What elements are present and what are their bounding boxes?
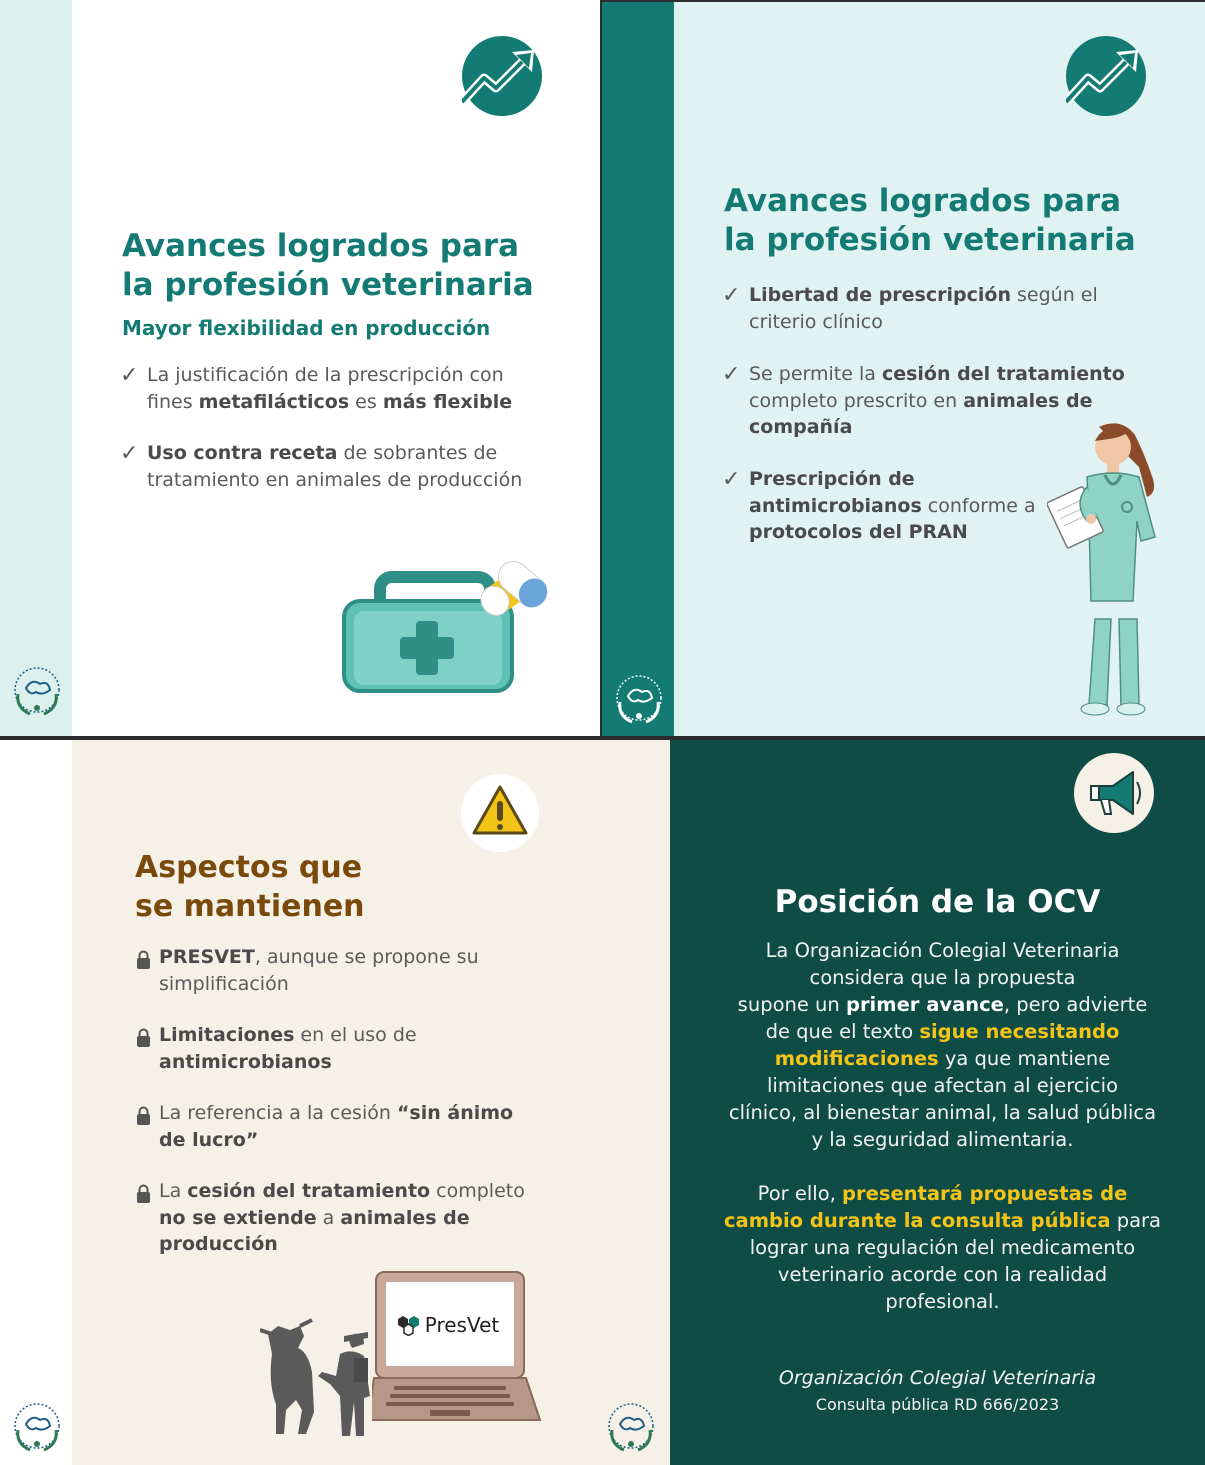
check-icon: ✓ — [722, 467, 741, 492]
veterinarian-with-clipboard-icon — [1047, 417, 1172, 722]
card-title: Aspectos que se mantienen — [135, 850, 365, 924]
card-avances-prescripcion — [600, 0, 1205, 736]
megaphone-icon — [1073, 752, 1155, 834]
list-item: PRESVET, aunque se propone su simplificación — [159, 946, 479, 995]
ocv-logo-icon — [602, 1398, 660, 1456]
list-item: Prescripción de antimicrobianos conforme a protocolos del PRAN — [749, 468, 1036, 543]
check-icon: ✓ — [722, 362, 741, 387]
side-strip — [0, 0, 72, 736]
list-item: La cesión del tratamiento completo no se extiende a animales de producción — [159, 1180, 525, 1255]
lock-icon — [136, 1028, 151, 1048]
card-subtitle: Mayor flexibilidad en producción — [122, 316, 491, 340]
lock-icon — [136, 1184, 151, 1204]
warning-icon — [460, 773, 540, 853]
check-icon: ✓ — [722, 283, 741, 308]
reference: Consulta pública RD 666/2023 — [815, 1395, 1060, 1414]
card-title: Posición de la OCV — [774, 884, 1101, 920]
ocv-paragraph-2: Por ello, presentará propuestas de cambio durante la consulta pública para lograr una regulación del medicamento veterinario acorde con la realidad profesional. — [724, 1182, 1161, 1313]
card-posicion-ocv — [670, 740, 1205, 1465]
laptop-icon — [372, 1270, 542, 1430]
card-avances-produccion — [0, 0, 598, 736]
presvet-brand: PresVet — [392, 1310, 504, 1340]
ocv-paragraph-1: La Organización Colegial Veterinaria considera que la propuesta supone un primer avance, pero advierte de que el texto sigue necesitando modificaciones ya que mantiene limitaciones que afectan al ejercicio clínico, al bienestar animal, la salud pública y la seguridad alimentaria. — [728, 939, 1157, 1151]
first-aid-kit-icon — [340, 555, 550, 695]
side-strip — [602, 2, 674, 736]
ocv-logo-icon — [8, 662, 66, 720]
lock-icon — [136, 1106, 151, 1126]
list-item: La referencia a la cesión “sin ánimo de lucro” — [159, 1102, 514, 1151]
card-title: Avances logrados para la profesión veterinaria — [724, 183, 1136, 258]
check-icon: ✓ — [120, 363, 139, 388]
list-item: Uso contra receta de sobrantes de tratamiento en animales de producción — [147, 442, 523, 491]
list-item: Limitaciones en el uso de antimicrobianos — [159, 1024, 417, 1073]
list-item: Se permite la cesión del tratamiento completo prescrito en animales de compañía — [749, 363, 1125, 438]
trending-up-icon — [462, 36, 542, 116]
ocv-logo-icon — [610, 670, 668, 728]
side-strip — [0, 740, 72, 1465]
hexagon-logo-icon — [397, 1314, 421, 1336]
signature: Organización Colegial Veterinaria — [778, 1367, 1097, 1389]
list-item: La justificación de la prescripción con fines metafilácticos es más flexible — [147, 364, 513, 413]
trending-up-icon — [1066, 36, 1146, 116]
ocv-logo-icon — [8, 1398, 66, 1456]
list-item: Libertad de prescripción según el criterio clínico — [749, 284, 1098, 333]
lock-icon — [136, 950, 151, 970]
card-title: Avances logrados para la profesión veterinaria — [122, 228, 534, 303]
check-icon: ✓ — [120, 441, 139, 466]
card-aspectos-mantienen — [0, 740, 670, 1465]
